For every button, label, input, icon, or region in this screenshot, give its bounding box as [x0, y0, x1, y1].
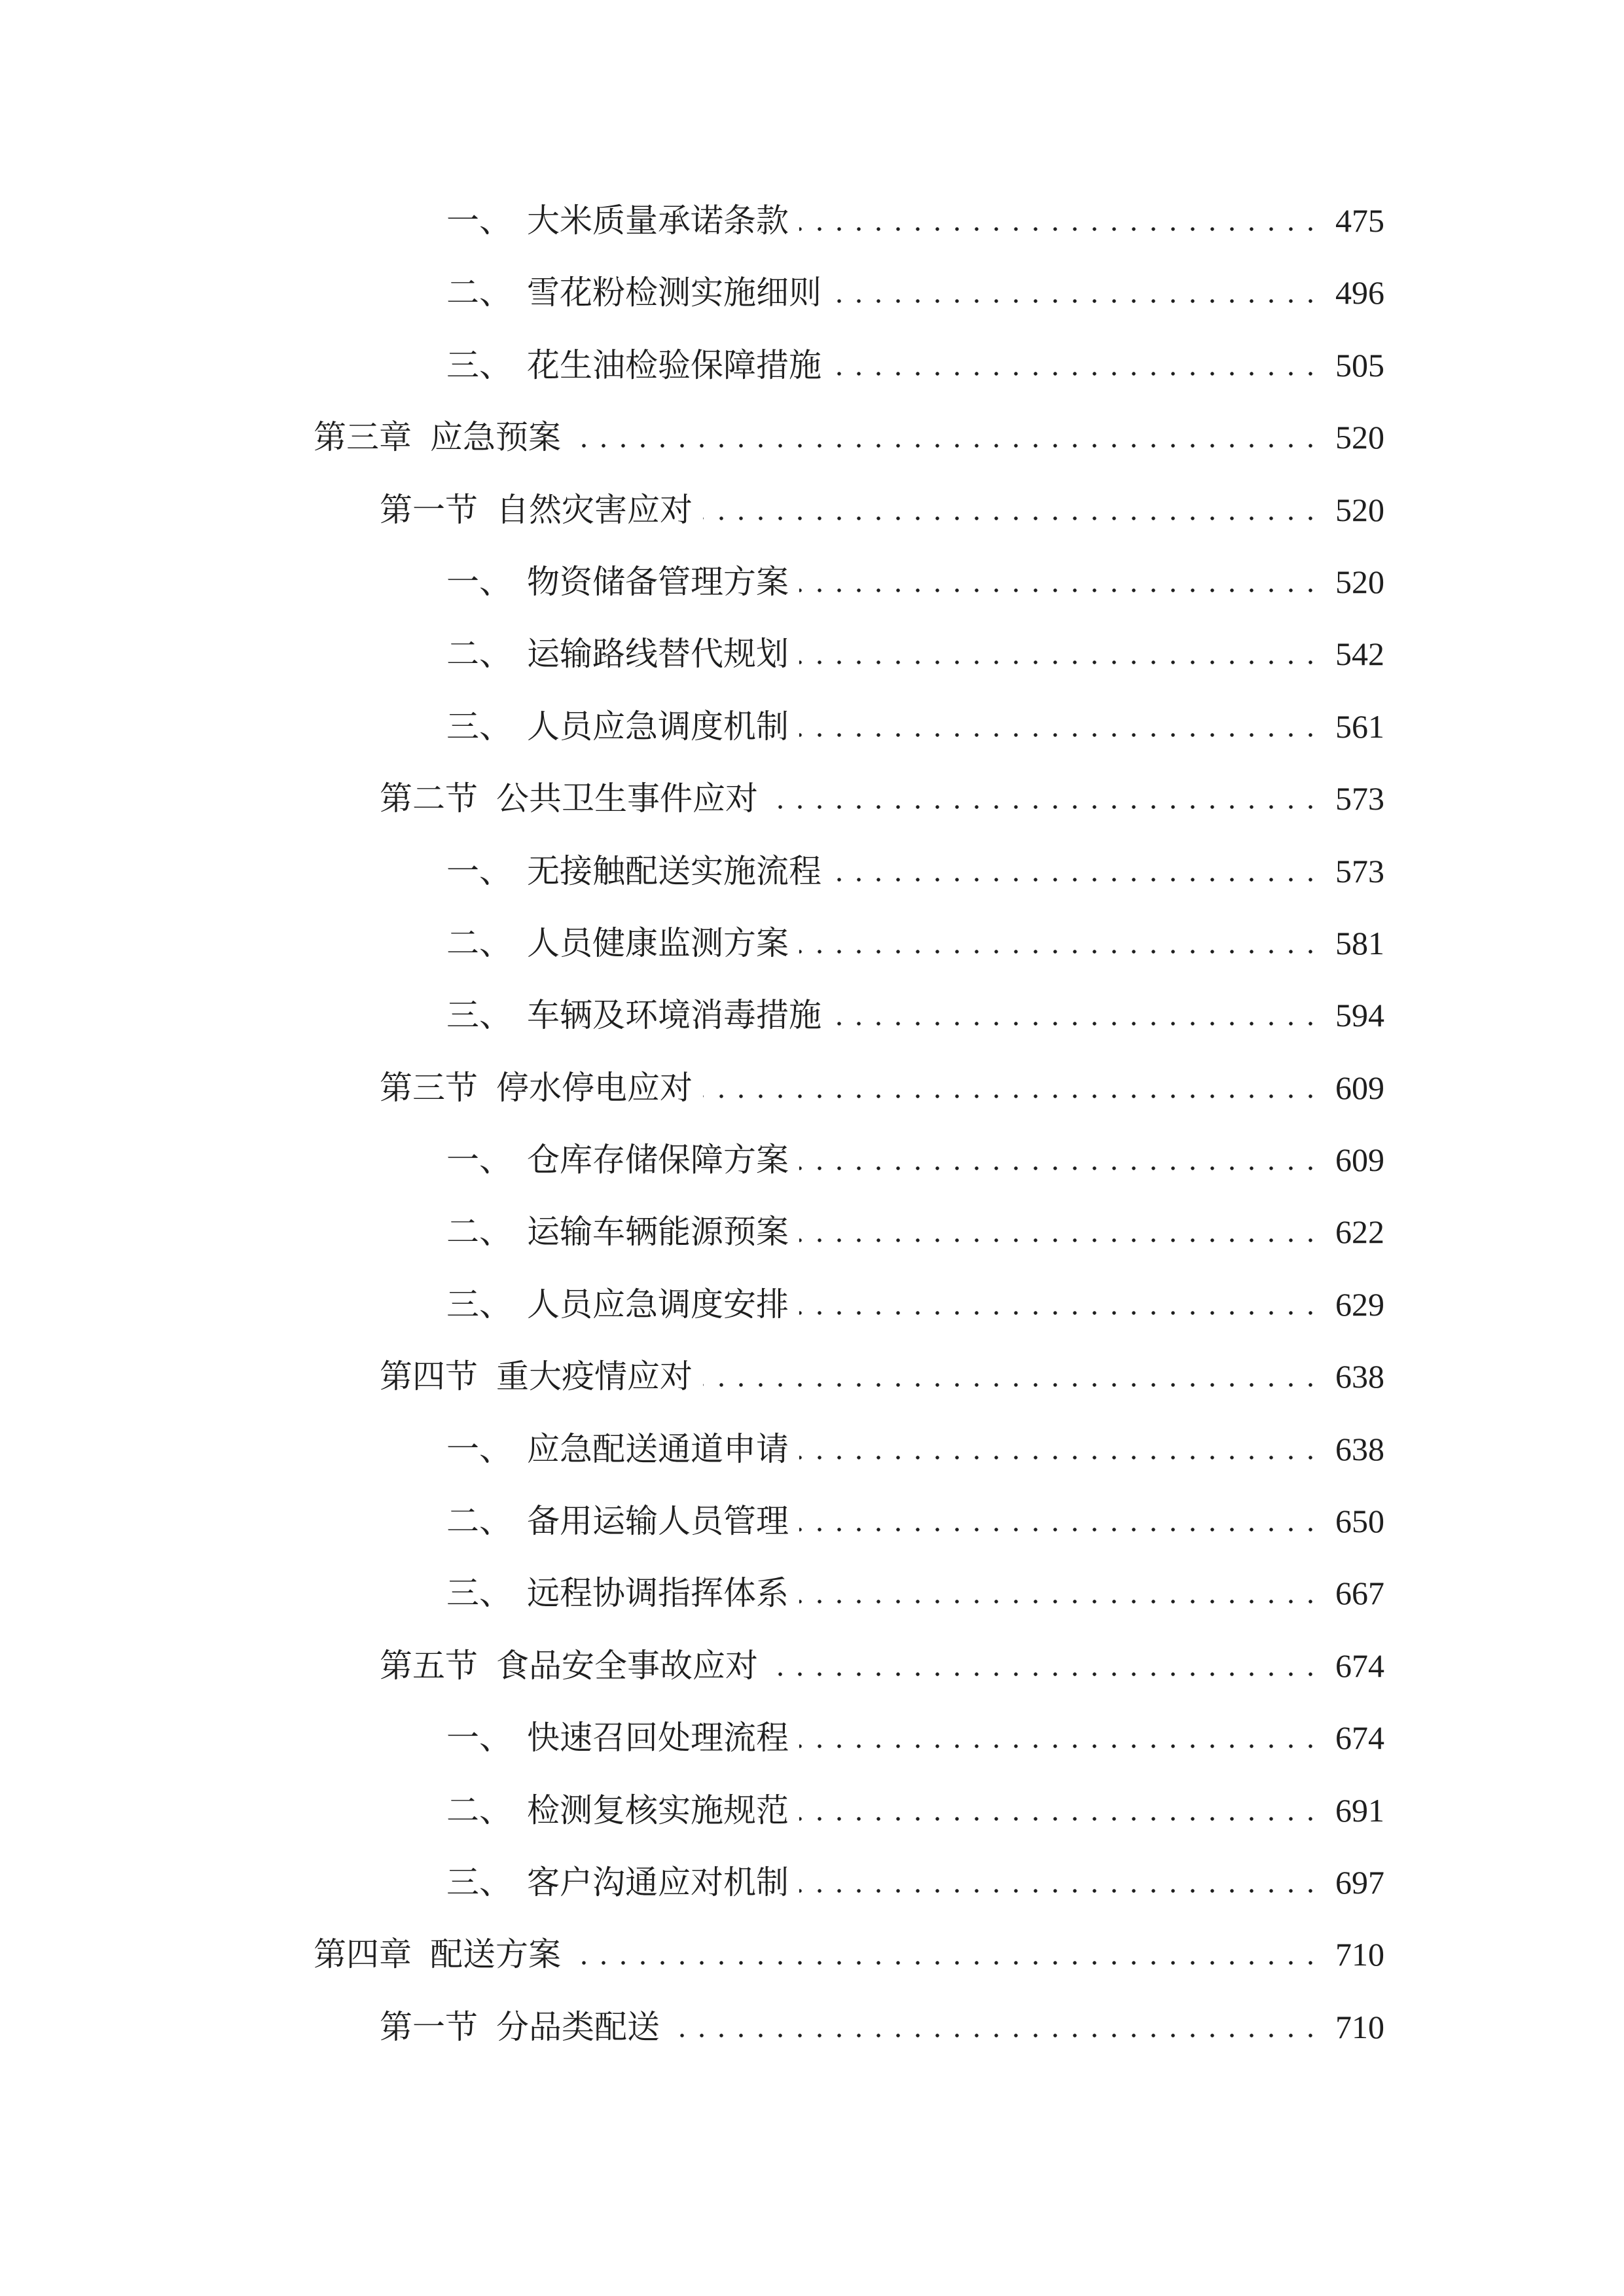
chapter-number: 第四章 — [314, 1936, 412, 1973]
item-number: 三、 — [446, 1285, 512, 1323]
item-title: 运输车辆能源预案 — [527, 1213, 789, 1251]
toc-chapter-entry — [314, 1918, 1384, 1990]
page-number: 622 — [1335, 1213, 1384, 1251]
toc-item-entry — [314, 1413, 1384, 1485]
dot-leader — [799, 1527, 1320, 1532]
item-number: 一、 — [446, 1430, 512, 1467]
dot-leader — [670, 2033, 1320, 2038]
section-number: 第三节 — [380, 1069, 478, 1106]
dot-leader — [571, 443, 1320, 448]
dot-leader — [703, 1094, 1320, 1099]
item-number: 三、 — [446, 997, 512, 1034]
page-number: 674 — [1335, 1719, 1384, 1757]
page-number: 710 — [1335, 1936, 1384, 1973]
page-number: 638 — [1335, 1358, 1384, 1395]
section-title: 分品类配送 — [496, 2008, 660, 2045]
table-of-contents — [314, 185, 1384, 2063]
dot-leader — [799, 1816, 1320, 1821]
toc-section-entry — [314, 1340, 1384, 1412]
item-number: 二、 — [446, 636, 512, 673]
item-number: 三、 — [446, 1863, 512, 1901]
item-number: 二、 — [446, 274, 512, 312]
item-number: 二、 — [446, 1213, 512, 1251]
item-number: 一、 — [446, 202, 512, 239]
page-number: 581 — [1335, 924, 1384, 961]
item-title: 人员健康监测方案 — [527, 924, 789, 961]
dot-leader — [768, 1672, 1320, 1677]
toc-section-entry — [314, 1630, 1384, 1702]
item-title: 远程协调指挥体系 — [527, 1575, 789, 1612]
page-number: 650 — [1335, 1503, 1384, 1540]
section-number: 第一节 — [380, 491, 478, 528]
item-title: 应急配送通道申请 — [527, 1430, 789, 1467]
section-number: 第二节 — [380, 780, 478, 817]
dot-leader — [799, 1238, 1320, 1243]
item-number: 二、 — [446, 1791, 512, 1829]
toc-item-entry — [314, 1268, 1384, 1340]
dot-leader — [703, 516, 1320, 521]
toc-section-entry — [314, 474, 1384, 546]
dot-leader — [832, 298, 1320, 304]
page-number: 667 — [1335, 1575, 1384, 1612]
item-number: 一、 — [446, 1141, 512, 1179]
item-number: 一、 — [446, 563, 512, 600]
section-number: 第五节 — [380, 1647, 478, 1684]
item-number: 三、 — [446, 1575, 512, 1612]
toc-item-entry — [314, 1124, 1384, 1196]
item-title: 雪花粉检测实施细则 — [527, 274, 821, 312]
item-title: 人员应急调度机制 — [527, 708, 789, 745]
item-title: 运输路线替代规划 — [527, 636, 789, 673]
dot-leader — [799, 1888, 1320, 1893]
toc-item-entry — [314, 1557, 1384, 1629]
page-number: 609 — [1335, 1069, 1384, 1106]
page-number: 573 — [1335, 852, 1384, 889]
dot-leader — [799, 949, 1320, 954]
section-title: 自然灾害应对 — [496, 491, 693, 528]
dot-leader — [768, 804, 1320, 810]
item-title: 物资储备管理方案 — [527, 563, 789, 600]
dot-leader — [832, 1021, 1320, 1026]
item-title: 检测复核实施规范 — [527, 1791, 789, 1829]
toc-item-entry — [314, 329, 1384, 401]
toc-item-entry — [314, 835, 1384, 907]
dot-leader — [799, 1599, 1320, 1604]
item-title: 无接触配送实施流程 — [527, 852, 821, 889]
item-title: 仓库存储保障方案 — [527, 1141, 789, 1179]
dot-leader — [799, 1455, 1320, 1460]
dot-leader — [799, 226, 1320, 232]
dot-leader — [832, 371, 1320, 376]
item-number: 一、 — [446, 1719, 512, 1757]
item-title: 备用运输人员管理 — [527, 1503, 789, 1540]
toc-item-entry — [314, 979, 1384, 1051]
page-number: 520 — [1335, 491, 1384, 528]
item-title: 车辆及环境消毒措施 — [527, 997, 821, 1034]
dot-leader — [571, 1960, 1320, 1965]
page-number: 697 — [1335, 1863, 1384, 1901]
item-number: 三、 — [446, 708, 512, 745]
page-number: 629 — [1335, 1285, 1384, 1323]
page-number: 505 — [1335, 346, 1384, 384]
page-number: 594 — [1335, 997, 1384, 1034]
toc-item-entry — [314, 907, 1384, 979]
item-title: 花生油检验保障措施 — [527, 346, 821, 384]
toc-item-entry — [314, 1846, 1384, 1918]
toc-section-entry — [314, 1991, 1384, 2063]
item-title: 客户沟通应对机制 — [527, 1863, 789, 1901]
chapter-title: 应急预案 — [430, 419, 561, 456]
page-number: 609 — [1335, 1141, 1384, 1179]
section-number: 第四节 — [380, 1358, 478, 1395]
toc-chapter-entry — [314, 401, 1384, 473]
item-number: 二、 — [446, 924, 512, 961]
page-number: 520 — [1335, 419, 1384, 456]
toc-item-entry — [314, 691, 1384, 762]
toc-item-entry — [314, 257, 1384, 329]
section-number: 第一节 — [380, 2008, 478, 2045]
toc-item-entry — [314, 546, 1384, 618]
item-number: 一、 — [446, 852, 512, 889]
toc-item-entry — [314, 618, 1384, 690]
page-number: 573 — [1335, 780, 1384, 817]
page-number: 542 — [1335, 636, 1384, 673]
item-title: 人员应急调度安排 — [527, 1285, 789, 1323]
page-number: 475 — [1335, 202, 1384, 239]
page-number: 496 — [1335, 274, 1384, 312]
page-number: 710 — [1335, 2008, 1384, 2045]
page-number: 638 — [1335, 1430, 1384, 1467]
section-title: 食品安全事故应对 — [496, 1647, 758, 1684]
dot-leader — [832, 877, 1320, 882]
section-title: 公共卫生事件应对 — [496, 780, 758, 817]
toc-item-entry — [314, 1196, 1384, 1268]
toc-item-entry — [314, 1485, 1384, 1557]
dot-leader — [799, 1310, 1320, 1316]
dot-leader — [799, 660, 1320, 665]
dot-leader — [799, 588, 1320, 593]
page-number: 520 — [1335, 563, 1384, 600]
page-number: 561 — [1335, 708, 1384, 745]
section-title: 停水停电应对 — [496, 1069, 693, 1106]
toc-item-entry — [314, 1774, 1384, 1846]
item-number: 三、 — [446, 346, 512, 384]
toc-item-entry — [314, 1702, 1384, 1774]
chapter-number: 第三章 — [314, 419, 412, 456]
section-title: 重大疫情应对 — [496, 1358, 693, 1395]
chapter-title: 配送方案 — [430, 1936, 561, 1973]
page-number: 691 — [1335, 1791, 1384, 1829]
dot-leader — [703, 1382, 1320, 1388]
page-number: 674 — [1335, 1647, 1384, 1684]
toc-item-entry — [314, 185, 1384, 257]
dot-leader — [799, 1744, 1320, 1749]
item-title: 大米质量承诺条款 — [527, 202, 789, 239]
toc-section-entry — [314, 762, 1384, 834]
dot-leader — [799, 1166, 1320, 1171]
dot-leader — [799, 732, 1320, 738]
item-number: 二、 — [446, 1503, 512, 1540]
item-title: 快速召回处理流程 — [527, 1719, 789, 1757]
toc-section-entry — [314, 1052, 1384, 1124]
